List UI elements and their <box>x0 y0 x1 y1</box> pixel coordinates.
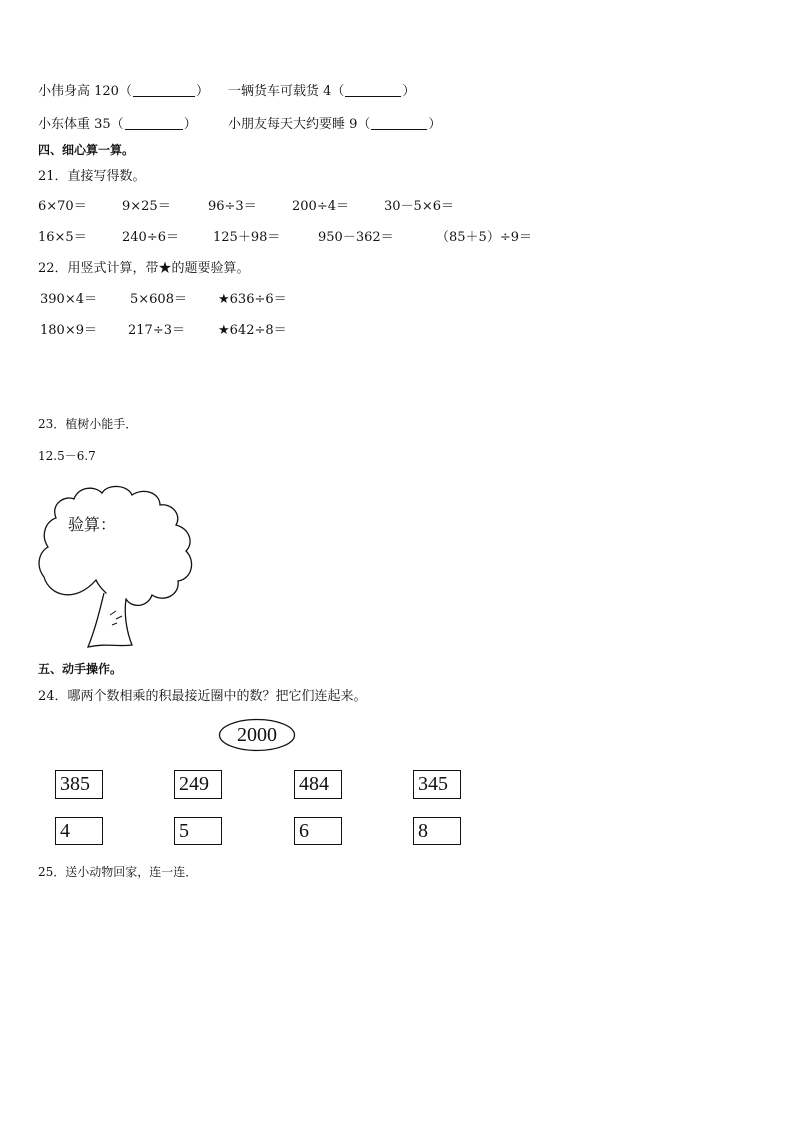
answer-blank-4[interactable] <box>371 128 427 130</box>
answer-blank-1[interactable] <box>133 95 195 97</box>
q21-item: 200÷4＝ <box>292 199 349 214</box>
blank-question-3-suffix: ） <box>183 117 197 132</box>
q23-title: 23．植树小能手． <box>38 417 138 431</box>
q22-item: ★642÷8＝ <box>218 323 287 338</box>
q21-item: 96÷3＝ <box>208 199 257 214</box>
q21-item: 950－362＝ <box>318 230 394 245</box>
blank-question-2-prefix: 一辆货车可载货 4（ <box>228 84 345 99</box>
answer-blank-3[interactable] <box>125 128 183 130</box>
bottom-number-box[interactable]: 8 <box>413 817 461 845</box>
q22-item: ★636÷6＝ <box>218 292 287 307</box>
section-4-title: 四、细心算一算。 <box>38 143 135 157</box>
blank-question-3 <box>38 118 197 131</box>
q21-item: 30－5×6＝ <box>384 199 454 214</box>
q22-item: 180×9＝ <box>40 323 97 338</box>
tree-trunk <box>88 593 132 647</box>
q21-title: 21．直接写得数。 <box>38 169 146 184</box>
q22-title: 22．用竖式计算，带★的题要验算。 <box>38 261 250 276</box>
q21-item: 16×5＝ <box>38 230 87 245</box>
q25-title: 25．送小动物回家，连一连． <box>38 865 198 879</box>
blank-question-4-prefix: 小朋友每天大约要睡 9（ <box>228 117 371 132</box>
tree-illustration <box>36 485 201 655</box>
q22-item: 217÷3＝ <box>128 323 185 338</box>
blank-question-1-suffix: ） <box>195 84 209 99</box>
q21-item: 125＋98＝ <box>213 230 281 245</box>
q22-item: 390×4＝ <box>40 292 97 307</box>
blank-question-4 <box>228 118 441 131</box>
q22-item: 5×608＝ <box>130 292 187 307</box>
blank-question-3-prefix: 小东体重 35（ <box>38 117 124 132</box>
bottom-number-box[interactable]: 5 <box>174 817 222 845</box>
q24-title: 24．哪两个数相乘的积最接近圈中的数？把它们连起来。 <box>38 689 367 704</box>
bottom-number-box[interactable]: 4 <box>55 817 103 845</box>
target-number: 2000 <box>237 724 277 746</box>
blank-question-1 <box>38 85 209 98</box>
tree-canopy <box>39 486 191 605</box>
tree-verify-label: 验算： <box>68 515 117 534</box>
bottom-number-box[interactable]: 6 <box>294 817 342 845</box>
q23-expression: 12.5－6.7 <box>38 449 96 463</box>
q21-item: 6×70＝ <box>38 199 87 214</box>
q21-item: 9×25＝ <box>122 199 171 214</box>
top-number-box[interactable]: 385 <box>55 770 103 799</box>
blank-question-2-suffix: ） <box>402 84 416 99</box>
q21-item: 240÷6＝ <box>122 230 179 245</box>
blank-question-1-prefix: 小伟身高 120（ <box>38 84 132 99</box>
q21-item: （85＋5）÷9＝ <box>436 230 532 245</box>
section-5-title: 五、动手操作。 <box>38 662 123 676</box>
top-number-box[interactable]: 345 <box>413 770 461 799</box>
blank-question-2 <box>228 85 415 98</box>
answer-blank-2[interactable] <box>345 95 401 97</box>
top-number-box[interactable]: 249 <box>174 770 222 799</box>
blank-question-4-suffix: ） <box>428 117 442 132</box>
top-number-box[interactable]: 484 <box>294 770 342 799</box>
